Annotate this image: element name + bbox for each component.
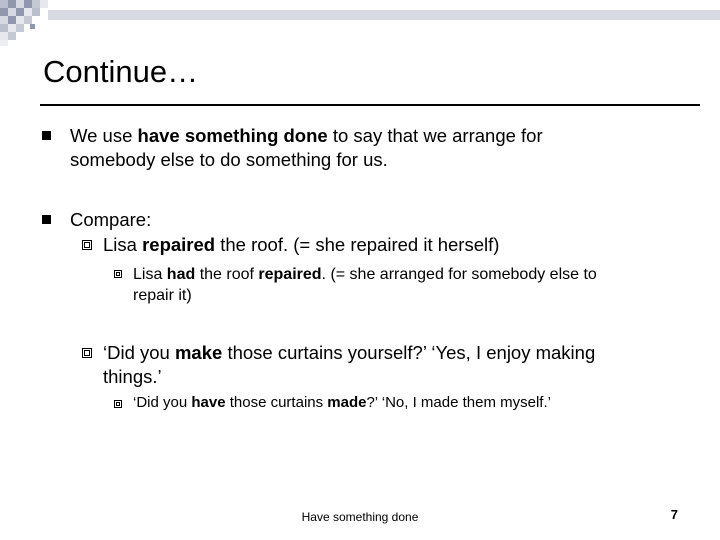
- slide-title: Continue…: [43, 54, 199, 89]
- hollow-square-bullet-icon: [82, 240, 92, 250]
- sub-bullet-1: [103, 233, 499, 257]
- emphasis-text: make: [174, 342, 223, 363]
- square-bullet-icon: [42, 131, 51, 140]
- text-run: the roof: [195, 266, 259, 283]
- page-number: 7: [670, 507, 678, 522]
- square-bullet-icon: [42, 215, 51, 224]
- corner-decoration: [0, 0, 720, 60]
- text-run: ‘Did you: [103, 342, 175, 363]
- title-divider: [40, 104, 700, 106]
- hollow-square-bullet-icon: [82, 348, 92, 358]
- text-run: Lisa: [103, 234, 143, 255]
- text-run: Lisa: [133, 266, 167, 283]
- small-hollow-square-bullet-icon: [114, 400, 122, 408]
- sub-bullet-2-line-1: [103, 341, 595, 365]
- bullet-1-line-1: [70, 124, 543, 148]
- text-run: the roof. (= she repaired it herself): [215, 234, 500, 255]
- sub-sub-bullet-1-line-1: [133, 264, 597, 285]
- slide-footer: Have something done: [301, 510, 419, 524]
- small-hollow-square-bullet-icon: [114, 270, 122, 278]
- emphasis-text: have: [191, 394, 226, 411]
- text-run: to say that we arrange for: [327, 125, 543, 146]
- sub-bullet-2-line-2: things.’: [103, 366, 162, 387]
- text-run: ?’ ‘No, I made them myself.’: [366, 394, 551, 411]
- emphasis-text: repaired: [142, 234, 216, 255]
- text-run: We use: [70, 125, 138, 146]
- text-run: those curtains yourself?’ ‘Yes, I enjoy making: [222, 342, 596, 363]
- text-run: those curtains: [225, 394, 328, 411]
- emphasis-text: have something done: [137, 125, 328, 146]
- emphasis-text: made: [327, 394, 367, 411]
- text-run: . (= she arranged for somebody else to: [321, 266, 597, 283]
- text-run: ‘Did you: [133, 394, 192, 411]
- sub-sub-bullet-2: [133, 393, 551, 413]
- sub-sub-bullet-1-line-2: repair it): [133, 287, 192, 304]
- bullet-2-label: Compare:: [70, 209, 152, 230]
- bullet-1-line-2: somebody else to do something for us.: [70, 149, 388, 170]
- emphasis-text: had: [166, 266, 196, 283]
- emphasis-text: repaired: [258, 266, 322, 283]
